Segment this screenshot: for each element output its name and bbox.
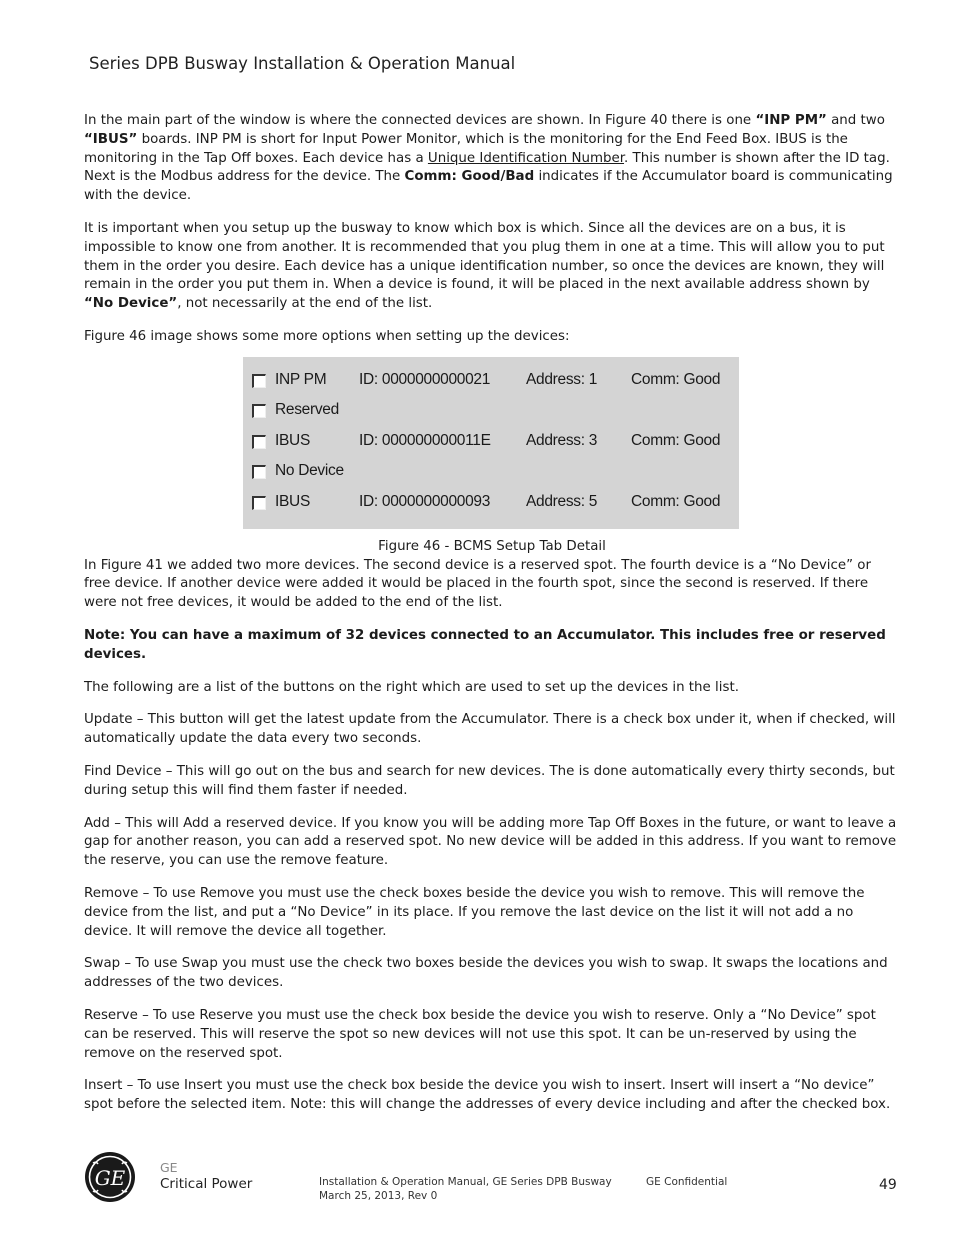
page-number: 49: [879, 1177, 897, 1193]
button-description: [84, 815, 900, 871]
footer-date: March 25, 2013, Rev 0: [319, 1190, 438, 1202]
button-name: Reserve: [84, 1007, 138, 1023]
footer-confidential: GE Confidential: [646, 1176, 728, 1188]
device-address: Address: 1: [526, 370, 598, 388]
button-description: [84, 955, 900, 993]
underlined-term-uid: Unique Identification Number: [427, 150, 625, 166]
device-row: [243, 456, 739, 486]
paragraph-buttons-intro: The following are a list of the buttons on the right which are used to set up the devices in the list.: [84, 679, 739, 695]
button-description: [84, 885, 900, 941]
button-description-text: – This will Add a reserved device. If you know you will be adding more Tap Off Boxes in the future, or want to leave a gap for another reason, you can add a reserved spot. No new device will be added in this address. If you want to remove the reserve, you can use the remove feature.: [84, 815, 897, 869]
button-description-text: – To use Remove you must use the check boxes beside the device you wish to remove. This will remove the device from the list, and put a “No Device” in its place. If you remove the last device on the list it will not add a no device. It will remove the device all together.: [84, 885, 865, 939]
device-checkbox[interactable]: [252, 404, 266, 418]
footer-company: GE: [160, 1160, 178, 1175]
text-run: , not necessarily at the end of the list.: [177, 296, 433, 312]
device-id: ID: 0000000000093: [359, 492, 491, 510]
device-checkbox[interactable]: [252, 465, 266, 479]
note-text: Note: You can have a maximum of 32 devices connected to an Accumulator. This includes free or reserved devices.: [84, 627, 886, 662]
text-run: In the main part of the window is where the connected devices are shown. In Figure 40 there is one: [84, 113, 756, 128]
button-description: [84, 763, 900, 801]
button-name: Insert: [84, 1078, 123, 1094]
bold-term-inp-pm: “INP PM”: [755, 113, 827, 128]
button-description-text: – To use Insert you must use the check box beside the device you wish to insert. Insert will insert a “No device” spot before the selected item. Note: this will change the addresses of every device including and after the checked box.: [84, 1078, 891, 1113]
device-address: Address: 5: [526, 492, 598, 510]
ge-monogram-logo-icon: [84, 1151, 136, 1203]
device-name: IBUS: [275, 431, 310, 449]
page-footer: [0, 1148, 954, 1208]
footer-manual-title: Installation & Operation Manual, GE Series DPB Busway: [319, 1176, 612, 1188]
device-id: ID: 0000000000021: [359, 370, 491, 388]
device-name: INP PM: [275, 370, 327, 388]
button-description-text: – This button will get the latest update from the Accumulator. There is a check box under it, when if checked, will automatically update the data every two seconds.: [84, 712, 896, 747]
device-id: ID: 000000000011E: [359, 431, 491, 449]
button-name: Add: [84, 815, 110, 831]
device-row: [243, 426, 739, 456]
figure-caption: Figure 46 - BCMS Setup Tab Detail: [378, 538, 606, 554]
button-description-text: – To use Swap you must use the check two boxes beside the devices you wish to swap. It swaps the locations and addresses of the two devices.: [84, 956, 888, 991]
device-checkbox[interactable]: [252, 374, 266, 388]
button-description: [84, 711, 900, 749]
device-checkbox[interactable]: [252, 435, 266, 449]
text-run: and two: [826, 113, 885, 128]
main-content: [84, 112, 900, 1129]
device-row: [243, 395, 739, 425]
paragraph-devices-overview: [84, 112, 900, 206]
device-comm-status: Comm: Good: [631, 492, 721, 510]
device-name: Reserved: [275, 401, 339, 419]
device-comm-status: Comm: Good: [631, 370, 721, 388]
button-description-text: – This will go out on the bus and search for new devices. The is done automatically every thirty seconds, but during setup this will find them faster if needed.: [84, 763, 895, 798]
device-checkbox[interactable]: [252, 496, 266, 510]
device-row: [243, 365, 739, 395]
text-run: It is important when you setup up the busway to know which box is which. Since all the devices are on a bus, it is impossible to know one from another. It is recommended that you plug them in one at a time. This will allow you to put them in the order you desire. Each device has a unique identification number, so once the devices are known, they will remain in the order you put them in. When a device is found, it will be placed in the next available address shown by: [84, 220, 885, 293]
text-run: boards. INP PM is short for Input Power Monitor, which is the monitoring for the End Feed Box. IBUS is the monitoring in the Tap Off boxes. Each device has a: [84, 131, 848, 166]
bcms-setup-figure: [243, 357, 739, 529]
text-run: indicates if the Accumulator board is communicating with the device.: [84, 169, 893, 204]
bold-term-no-device: “No Device”: [84, 296, 178, 312]
button-name: Update: [84, 712, 133, 728]
button-name: Swap: [84, 956, 121, 972]
device-row: [243, 487, 739, 517]
footer-division: Critical Power: [160, 1176, 253, 1192]
device-address: Address: 3: [526, 431, 598, 449]
paragraph-note: [84, 627, 900, 665]
bold-term-ibus: “IBUS”: [84, 131, 138, 147]
button-description: [84, 1077, 900, 1115]
running-header-title: Series DPB Busway Installation & Operation Manual: [89, 54, 516, 73]
bold-term-comm: Comm: Good/Bad: [404, 169, 535, 185]
paragraph-added-devices: In Figure 41 we added two more devices. The second device is a reserved spot. The fourth device is a “No Device” or free device. If another device were added it would be placed in the fourth spot, since the second is reserved. If there were not free devices, it would be added to the end of the list.: [84, 557, 871, 611]
device-comm-status: Comm: Good: [631, 431, 721, 449]
button-name: Find Device: [84, 763, 162, 779]
button-description-text: – To use Reserve you must use the check box beside the device you wish to reserve. Only a “No Device” spot can be reserved. This will reserve the spot so new devices will not use this spot. It can be un-reserved by using the remove on the reserved spot.: [84, 1007, 876, 1061]
svg-text:GE: GE: [94, 1166, 126, 1190]
paragraph-setup-order: [84, 220, 900, 314]
button-description: [84, 1007, 900, 1063]
button-name: Remove: [84, 885, 139, 901]
device-name: No Device: [275, 462, 344, 480]
paragraph-figure-intro: Figure 46 image shows some more options when setting up the devices:: [84, 328, 570, 344]
text-run: . This number is shown after the ID tag. Next is the Modbus address for the device. The: [84, 150, 890, 185]
button-descriptions: [84, 711, 900, 1115]
device-name: IBUS: [275, 492, 310, 510]
